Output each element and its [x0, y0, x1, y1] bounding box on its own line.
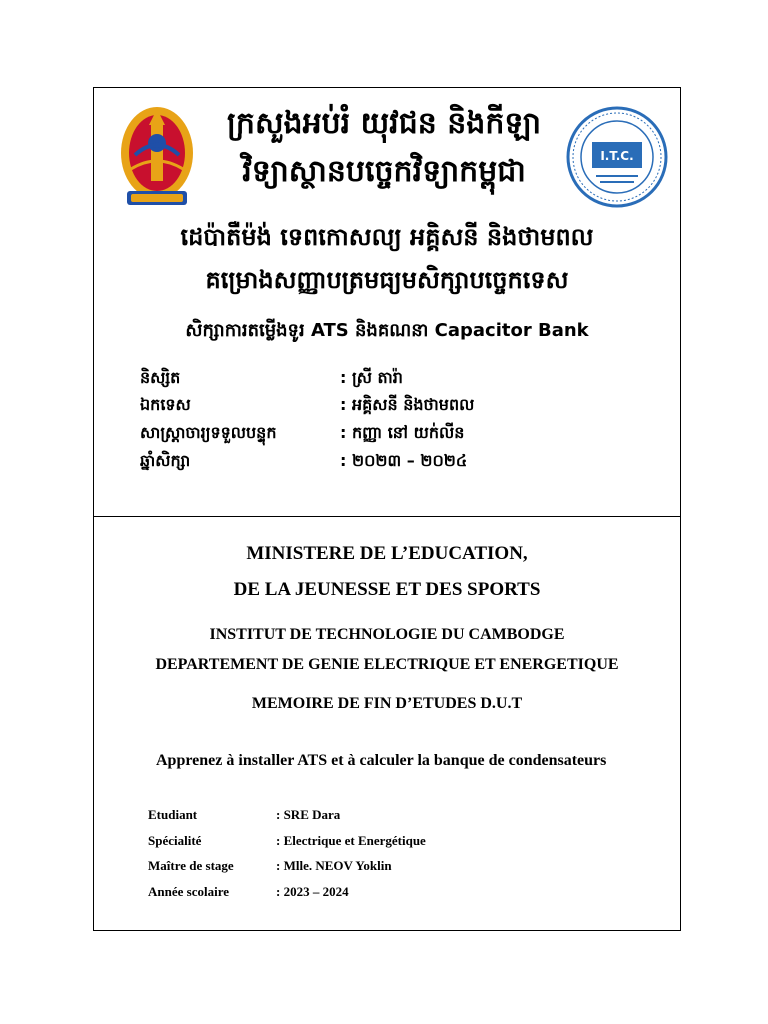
khmer-label-supervisor: សាស្ត្រាចារ្យទទួលបន្ទុក	[140, 423, 277, 442]
french-department: DEPARTEMENT DE GENIE ELECTRIQUE ET ENERGETIQUE	[155, 656, 619, 673]
khmer-institute-title: វិទ្យាស្ថានបច្ចេកវិទ្យាកម្ពុជា	[242, 154, 526, 189]
french-label-year: Année scolaire	[148, 884, 229, 899]
khmer-value-year: : ២០២៣ – ២០២៤	[340, 451, 468, 470]
french-institute: INSTITUT DE TECHNOLOGIE DU CAMBODGE	[209, 626, 565, 643]
khmer-label-specialty: ឯកទេស	[140, 395, 191, 414]
khmer-project-type: គម្រោងសញ្ញាបត្រមធ្យមសិក្សាបច្ចេកទេស	[205, 266, 569, 294]
khmer-value-student: : ស្រី តារ៉ា	[340, 368, 403, 387]
khmer-value-supervisor: : កញ្ញា នៅ យក់លីន	[340, 423, 465, 442]
french-memoire-title: MEMOIRE DE FIN D’ETUDES D.U.T	[251, 695, 523, 712]
french-ministry-line2: DE LA JEUNESSE ET DES SPORTS	[233, 579, 541, 600]
french-value-student: : SRE Dara	[276, 807, 341, 822]
itc-seal-text: I.T.C.	[600, 149, 634, 163]
french-label-student: Etudiant	[148, 807, 198, 822]
french-label-specialty: Spécialité	[148, 833, 202, 848]
french-topic: Apprenez à installer ATS et à calculer la banque de condensateurs	[156, 752, 607, 769]
ministry-emblem-logo	[115, 95, 199, 215]
french-value-specialty: : Electrique et Energétique	[276, 833, 426, 848]
section-divider	[93, 516, 681, 517]
khmer-department-title: ដេប៉ាតឺម៉ង់ ទេពកោសល្យ អគ្គិសនី និងថាមពល	[180, 223, 594, 251]
french-value-supervisor: : Mlle. NEOV Yoklin	[276, 858, 392, 873]
french-ministry-line1: MINISTERE DE L’EDUCATION,	[246, 543, 528, 564]
french-value-year: : 2023 – 2024	[276, 884, 349, 899]
khmer-value-specialty: : អគ្គិសនី និងថាមពល	[340, 395, 475, 414]
french-label-supervisor: Maître de stage	[148, 858, 234, 873]
khmer-topic: សិក្សាការតម្លើងទូរ ATS និងគណនា Capacitor Bank	[185, 320, 589, 341]
khmer-ministry-title: ក្រសួងអប់រំ យុវជន និងកីឡា	[226, 106, 541, 141]
itc-seal-logo	[566, 106, 668, 208]
khmer-label-student: និស្សិត	[140, 368, 181, 387]
khmer-label-year: ឆ្នាំសិក្សា	[140, 451, 191, 470]
